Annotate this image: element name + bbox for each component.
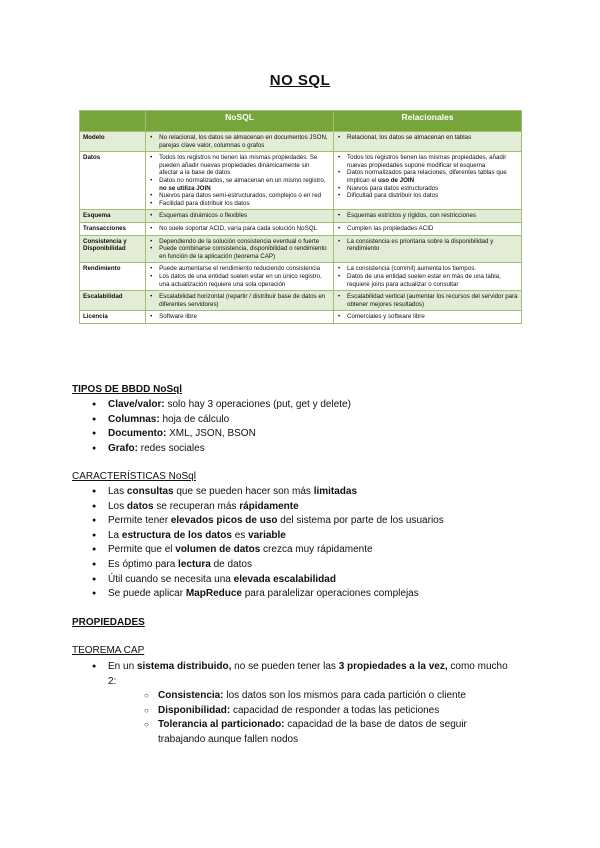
item-text: capacidad de la base de datos de seguir trabajando aunque fallen nodos <box>158 719 467 745</box>
table-header-row <box>80 111 522 132</box>
item-bold: 3 propiedades a la vez, <box>338 661 448 672</box>
cell-text: Datos de una entidad suelen estar en más de una tabla, requiere joins para actualizar o consultar <box>347 272 501 288</box>
cell-text: No relacional, los datos se almacenan en documentos JSON, parejas clave valor, columnas o grafos <box>159 134 328 149</box>
list-item <box>92 529 444 544</box>
item-bold: consultas <box>126 486 174 497</box>
nosql-cell <box>146 222 334 235</box>
item-bold: volumen de datos <box>175 544 261 556</box>
cell-text: Puede combinarse consistencia, disponibilidad o rendimiento en función de la aplicación (teorema CAP) <box>159 245 327 260</box>
cell-list <box>337 154 518 200</box>
cell-text: Todos los registros tienen las mismas propiedades, añadir nuevas propiedades supone modificar el esquema <box>347 154 507 169</box>
cell-list <box>337 238 518 253</box>
cell-item <box>344 293 518 308</box>
nosql-cell <box>146 235 334 263</box>
item-term: Columnas: <box>108 413 160 425</box>
item-text: XML, JSON, BSON <box>166 428 256 440</box>
header-empty <box>80 111 146 132</box>
list-item <box>92 543 444 558</box>
cell-text: La consistencia es prioritaria sobre la disponibilidad y rendimiento <box>347 237 494 253</box>
cell-item <box>156 134 330 149</box>
propiedades-list <box>92 660 512 748</box>
item-term: Documento: <box>108 428 167 440</box>
cell-list <box>337 265 518 288</box>
item-bold: datos <box>126 500 154 512</box>
list-item <box>92 485 444 500</box>
item-text: para paralelizar operaciones complejas <box>241 588 419 600</box>
cell-text: Esquemas estrictos y rígidos, con restricciones <box>347 212 477 220</box>
item-bold: limitadas <box>313 486 358 497</box>
cell-item <box>344 265 518 273</box>
table-row <box>80 210 522 223</box>
cell-list <box>149 313 330 321</box>
cell-text: Datos no normalizados, se almacenan en un mismo registro, <box>159 176 326 184</box>
item-bold: estructura de los datos <box>121 529 232 541</box>
tipos-heading: TIPOS DE BBDD NoSql <box>72 384 183 395</box>
item-text: los datos son los mismos para cada partición o cliente <box>223 690 466 702</box>
item-bold: elevados picos de uso <box>170 515 278 527</box>
relacionales-cell <box>334 152 522 210</box>
cell-bold: uso de JOIN <box>378 176 415 184</box>
relacionales-cell <box>334 235 522 263</box>
cell-list <box>149 134 330 149</box>
item-bold: lectura <box>178 558 211 570</box>
cell-list <box>149 225 330 233</box>
item-bold: elevada escalabilidad <box>233 573 336 585</box>
sub-list-item <box>144 689 512 704</box>
cell-item <box>156 313 330 321</box>
table-row <box>80 235 522 263</box>
item-text: no se pueden tener las <box>231 661 339 672</box>
cell-item <box>344 192 518 200</box>
item-text: Se puede aplicar <box>108 588 186 600</box>
cell-item <box>344 185 518 193</box>
item-text: se recuperan más <box>153 500 240 512</box>
item-text: del sistema por parte de los usuarios <box>277 515 444 527</box>
cell-text: Relacional, los datos se almacenan en tablas <box>347 134 472 141</box>
list-item <box>92 500 444 515</box>
relacionales-cell <box>334 210 522 223</box>
table-row <box>80 132 522 152</box>
cell-text: Dependiendo de la solución consistencia eventual o fuerte <box>159 237 320 245</box>
cell-list <box>337 313 518 321</box>
item-text: Útil cuando se necesita una <box>108 573 234 585</box>
table-row <box>80 152 522 210</box>
item-text: redes sociales <box>138 442 205 454</box>
cell-item <box>344 212 518 220</box>
comparison-table <box>79 110 522 324</box>
cell-text: Cumplen las propiedades ACID <box>347 224 434 232</box>
nosql-cell <box>146 311 334 324</box>
cell-item <box>344 313 518 321</box>
cell-list <box>337 212 518 220</box>
item-text: solo hay 3 operaciones (put, get y delete) <box>164 399 351 410</box>
item-text: Es óptimo para <box>108 558 179 570</box>
list-item <box>92 587 444 602</box>
cell-item <box>156 245 330 260</box>
relacionales-cell <box>334 263 522 291</box>
list-item <box>92 514 444 529</box>
cell-text: La consistencia (commit) aumenta los tiempos. <box>347 265 477 273</box>
item-bold: MapReduce <box>185 588 242 600</box>
relacionales-cell <box>334 291 522 311</box>
row-label: Transacciones <box>80 222 146 235</box>
item-text: de datos <box>210 558 252 570</box>
item-text: que se pueden hacer son más <box>173 486 314 497</box>
item-text: capacidad de responder a todas las peticiones <box>230 704 440 716</box>
cell-list <box>337 293 518 308</box>
cell-text: No suele soportar ACID, varía para cada solución NoSQL <box>159 224 317 232</box>
nosql-cell <box>146 132 334 152</box>
caracteristicas-heading: CARACTERÍSTICAS NoSql <box>72 471 196 482</box>
cell-text: Escalabilidad vertical (aumentar los recursos del servidor para obtener mejores resultados) <box>347 293 518 308</box>
cap-properties-list <box>108 689 512 747</box>
relacionales-cell <box>334 311 522 324</box>
cell-item <box>156 225 330 233</box>
cell-text: Escalabilidad horizontal (repartir / distribuir base de datos en diferentes servidores) <box>159 293 326 308</box>
cell-text: Esquemas dinámicos o flexibles <box>159 212 248 220</box>
cell-list <box>149 238 330 261</box>
row-label: Modelo <box>80 132 146 152</box>
cell-bold: no se utiliza JOIN <box>159 184 211 192</box>
cell-list <box>337 134 518 142</box>
item-text: como mucho 2: <box>108 661 508 687</box>
cell-item <box>156 177 330 192</box>
nosql-cell <box>146 152 334 210</box>
header-nosql: NoSQL <box>146 111 334 132</box>
propiedades-heading: PROPIEDADES <box>72 617 145 628</box>
list-item <box>92 573 444 588</box>
cell-item <box>156 265 330 273</box>
nosql-cell <box>146 291 334 311</box>
nosql-cell <box>146 263 334 291</box>
cell-text: Facilidad para distribuir los datos <box>159 199 250 207</box>
table-row <box>80 222 522 235</box>
item-term: Clave/valor: <box>108 399 165 410</box>
row-label: Rendimiento <box>80 263 146 291</box>
list-item <box>92 427 351 442</box>
item-text: La <box>108 529 122 541</box>
table-row <box>80 291 522 311</box>
cell-list <box>149 265 330 288</box>
item-text: crezca muy rápidamente <box>260 544 373 556</box>
cell-text: Todos los registros no tienen las mismas propiedades. Se pueden añadir nuevas propiedades dinámicamente sin afectar a la base de datos <box>159 154 318 177</box>
row-label: Consistencia y Disponibilidad <box>80 235 146 263</box>
item-text: hoja de cálculo <box>159 413 230 425</box>
teorema-cap-heading: TEOREMA CAP <box>72 645 145 656</box>
row-label: Escalabilidad <box>80 291 146 311</box>
cell-text: Dificultad para distribuir los datos <box>347 192 439 200</box>
cell-list <box>149 212 330 220</box>
cell-text: Nuevos para datos estructurados <box>347 184 439 192</box>
item-text: Los <box>108 500 127 512</box>
table-row <box>80 311 522 324</box>
relacionales-cell <box>334 132 522 152</box>
cell-item <box>344 238 518 253</box>
item-bold: sistema distribuido, <box>136 661 232 672</box>
cell-item <box>156 212 330 220</box>
list-item <box>92 660 512 748</box>
cell-text: Comerciales y software libre <box>347 313 425 321</box>
cell-text: Puede aumentarse el rendimiento reduciendo consistencia <box>159 265 321 273</box>
sub-list-item <box>144 718 512 747</box>
row-label: Licencia <box>80 311 146 324</box>
tipos-list <box>92 398 351 456</box>
cell-text: Datos normalizados para relaciones, diferentes tablas que implican el <box>347 169 507 184</box>
cell-item <box>344 169 518 184</box>
cell-text: Nuevos para datos semi-estructurados, complejos o en red <box>159 192 322 200</box>
item-term: Grafo: <box>108 442 138 454</box>
table-row <box>80 263 522 291</box>
sub-list-item <box>144 704 512 719</box>
cell-list <box>149 293 330 308</box>
list-item <box>92 413 351 428</box>
item-text: es <box>231 529 249 541</box>
list-item <box>92 398 351 413</box>
item-term: Tolerancia al particionado: <box>158 719 285 731</box>
header-relacionales: Relacionales <box>334 111 522 132</box>
cell-text: Software libre <box>159 313 197 321</box>
item-bold: rápidamente <box>239 500 299 512</box>
list-item <box>92 558 444 573</box>
caracteristicas-list <box>92 485 444 602</box>
list-item <box>92 442 351 457</box>
cell-item <box>344 154 518 169</box>
item-term: Consistencia: <box>158 690 224 702</box>
cell-list <box>149 154 330 207</box>
nosql-cell <box>146 210 334 223</box>
item-text: Permite tener <box>108 515 171 527</box>
relacionales-cell <box>334 222 522 235</box>
item-term: Disponibilidad: <box>158 704 231 716</box>
cell-item <box>156 238 330 246</box>
cell-item <box>344 273 518 288</box>
cell-item <box>156 154 330 177</box>
item-text: Permite que el <box>108 544 176 556</box>
cell-item <box>156 293 330 308</box>
cell-item <box>156 192 330 200</box>
cell-item <box>344 225 518 233</box>
cell-text: Los datos de una entidad suelen estar en un único registro, una actualización requiere una sola operación <box>159 272 322 288</box>
item-text: Las <box>108 486 127 497</box>
cell-item <box>156 200 330 208</box>
page-title: NO SQL <box>269 72 331 89</box>
item-bold: variable <box>248 529 286 541</box>
cell-list <box>337 225 518 233</box>
row-label: Esquema <box>80 210 146 223</box>
row-label: Datos <box>80 152 146 210</box>
cell-item <box>344 134 518 142</box>
cell-item <box>156 273 330 288</box>
item-text: En un <box>108 661 137 672</box>
